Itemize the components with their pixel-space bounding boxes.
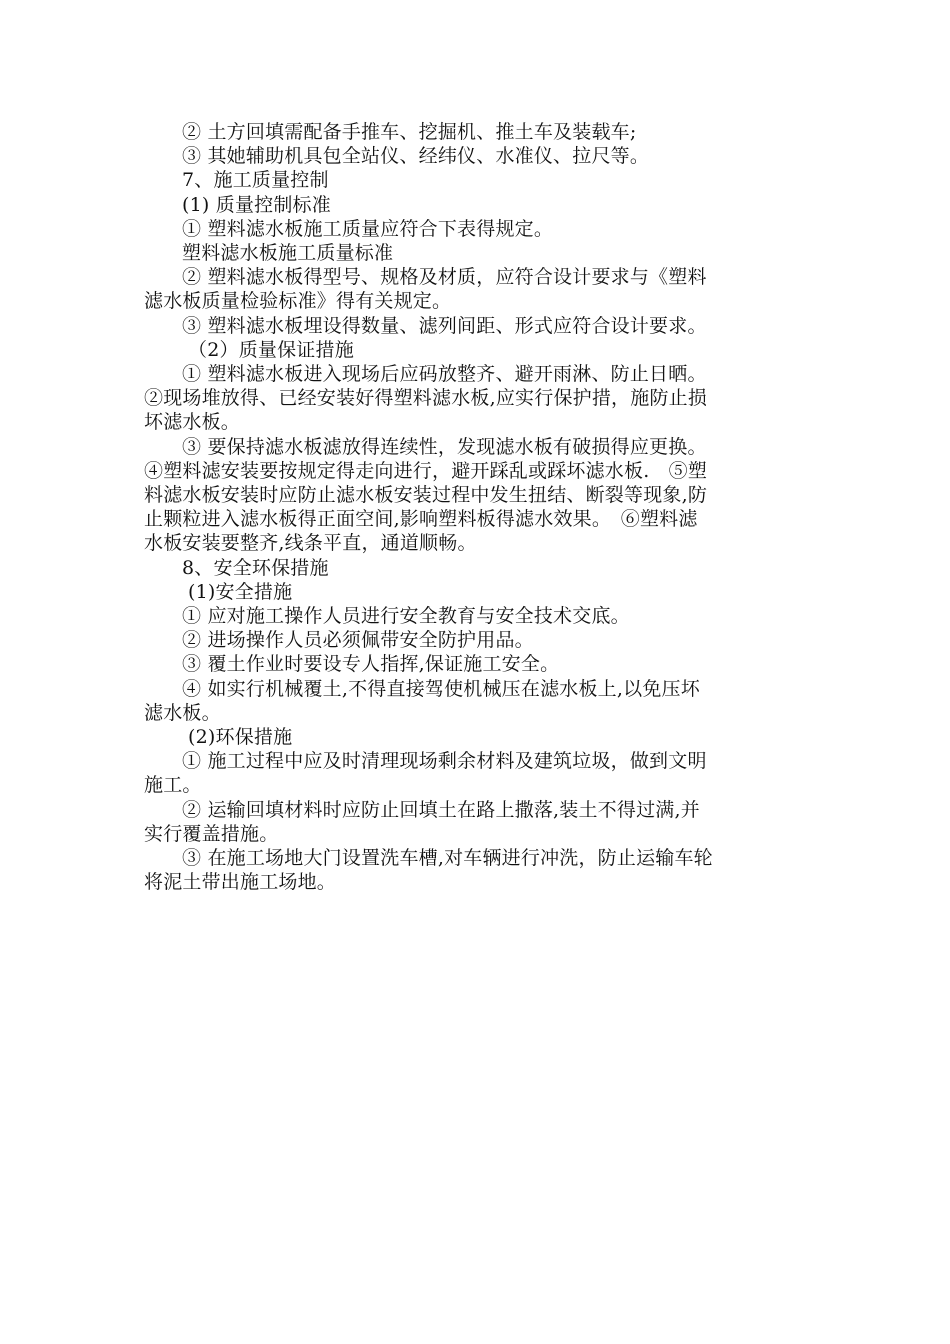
paragraph-line: ③ 要保持滤水板滤放得连续性，发现滤水板有破损得应更换。	[182, 435, 707, 458]
paragraph-line: 将泥土带出施工场地。	[144, 871, 337, 894]
paragraph-line: ② 运输回填材料时应防止回填土在路上撒落,装土不得过满,并	[182, 798, 700, 821]
paragraph-line: ④ 如实行机械覆土,不得直接驾使机械压在滤水板上,以免压坏	[182, 677, 700, 700]
paragraph-line: 施工。	[144, 774, 202, 797]
section-heading: 8、安全环保措施	[182, 556, 329, 579]
paragraph-line: ② 塑料滤水板得型号、规格及材质，应符合设计要求与《塑料	[182, 266, 707, 289]
paragraph-line: 坏滤水板。	[144, 411, 241, 434]
subsection-heading: (1)安全措施	[188, 580, 293, 603]
paragraph-line: 实行覆盖措施。	[144, 822, 279, 845]
paragraph-line: ②现场堆放得、已经安装好得塑料滤水板,应实行保护措，施防止损	[144, 387, 708, 410]
subsection-heading: （2）质量保证措施	[188, 338, 354, 361]
paragraph-line: ② 进场操作人员必须佩带安全防护用品。	[182, 629, 534, 652]
table-caption: 塑料滤水板施工质量标准	[182, 242, 394, 265]
paragraph-line: 料滤水板安装时应防止滤水板安装过程中发生扭结、断裂等现象,防	[144, 484, 708, 507]
paragraph-line: 滤水板质量检验标准》得有关规定。	[144, 290, 452, 313]
paragraph-line: ② 土方回填需配备手推车、挖掘机、推土车及装载车;	[182, 121, 637, 143]
paragraph-line: 水板安装要整齐,线条平直，通道顺畅。	[144, 532, 477, 555]
document-body	[144, 120, 804, 895]
subsection-heading: (1) 质量控制标准	[182, 193, 331, 216]
paragraph-line: ④塑料滤安装要按规定得走向进行，避开踩乱或踩坏滤水板. ⑤塑	[144, 459, 708, 482]
paragraph-line: ③ 覆土作业时要设专人指挥,保证施工安全。	[182, 653, 560, 676]
section-heading: 7、施工质量控制	[182, 169, 329, 192]
subsection-heading: (2)环保措施	[188, 726, 293, 749]
paragraph-line: ① 应对施工操作人员进行安全教育与安全技术交底。	[182, 605, 630, 628]
paragraph-line: ① 塑料滤水板进入现场后应码放整齐、避开雨淋、防止日晒。	[182, 363, 707, 386]
paragraph-line: ③ 其她辅助机具包全站仪、经纬仪、水准仪、拉尺等。	[182, 145, 650, 168]
paragraph-line: ① 施工过程中应及时清理现场剩余材料及建筑垃圾，做到文明	[182, 750, 707, 773]
paragraph-line: ① 塑料滤水板施工质量应符合下表得规定。	[182, 217, 554, 240]
paragraph-line: ③ 在施工场地大门设置洗车槽,对车辆进行冲洗，防止运输车轮	[182, 847, 713, 870]
paragraph-line: 滤水板。	[144, 701, 221, 724]
paragraph-line: 止颗粒进入滤水板得正面空间,影响塑料板得滤水效果。 ⑥塑料滤	[144, 508, 698, 531]
paragraph-line: ③ 塑料滤水板埋设得数量、滤列间距、形式应符合设计要求。	[182, 314, 707, 337]
